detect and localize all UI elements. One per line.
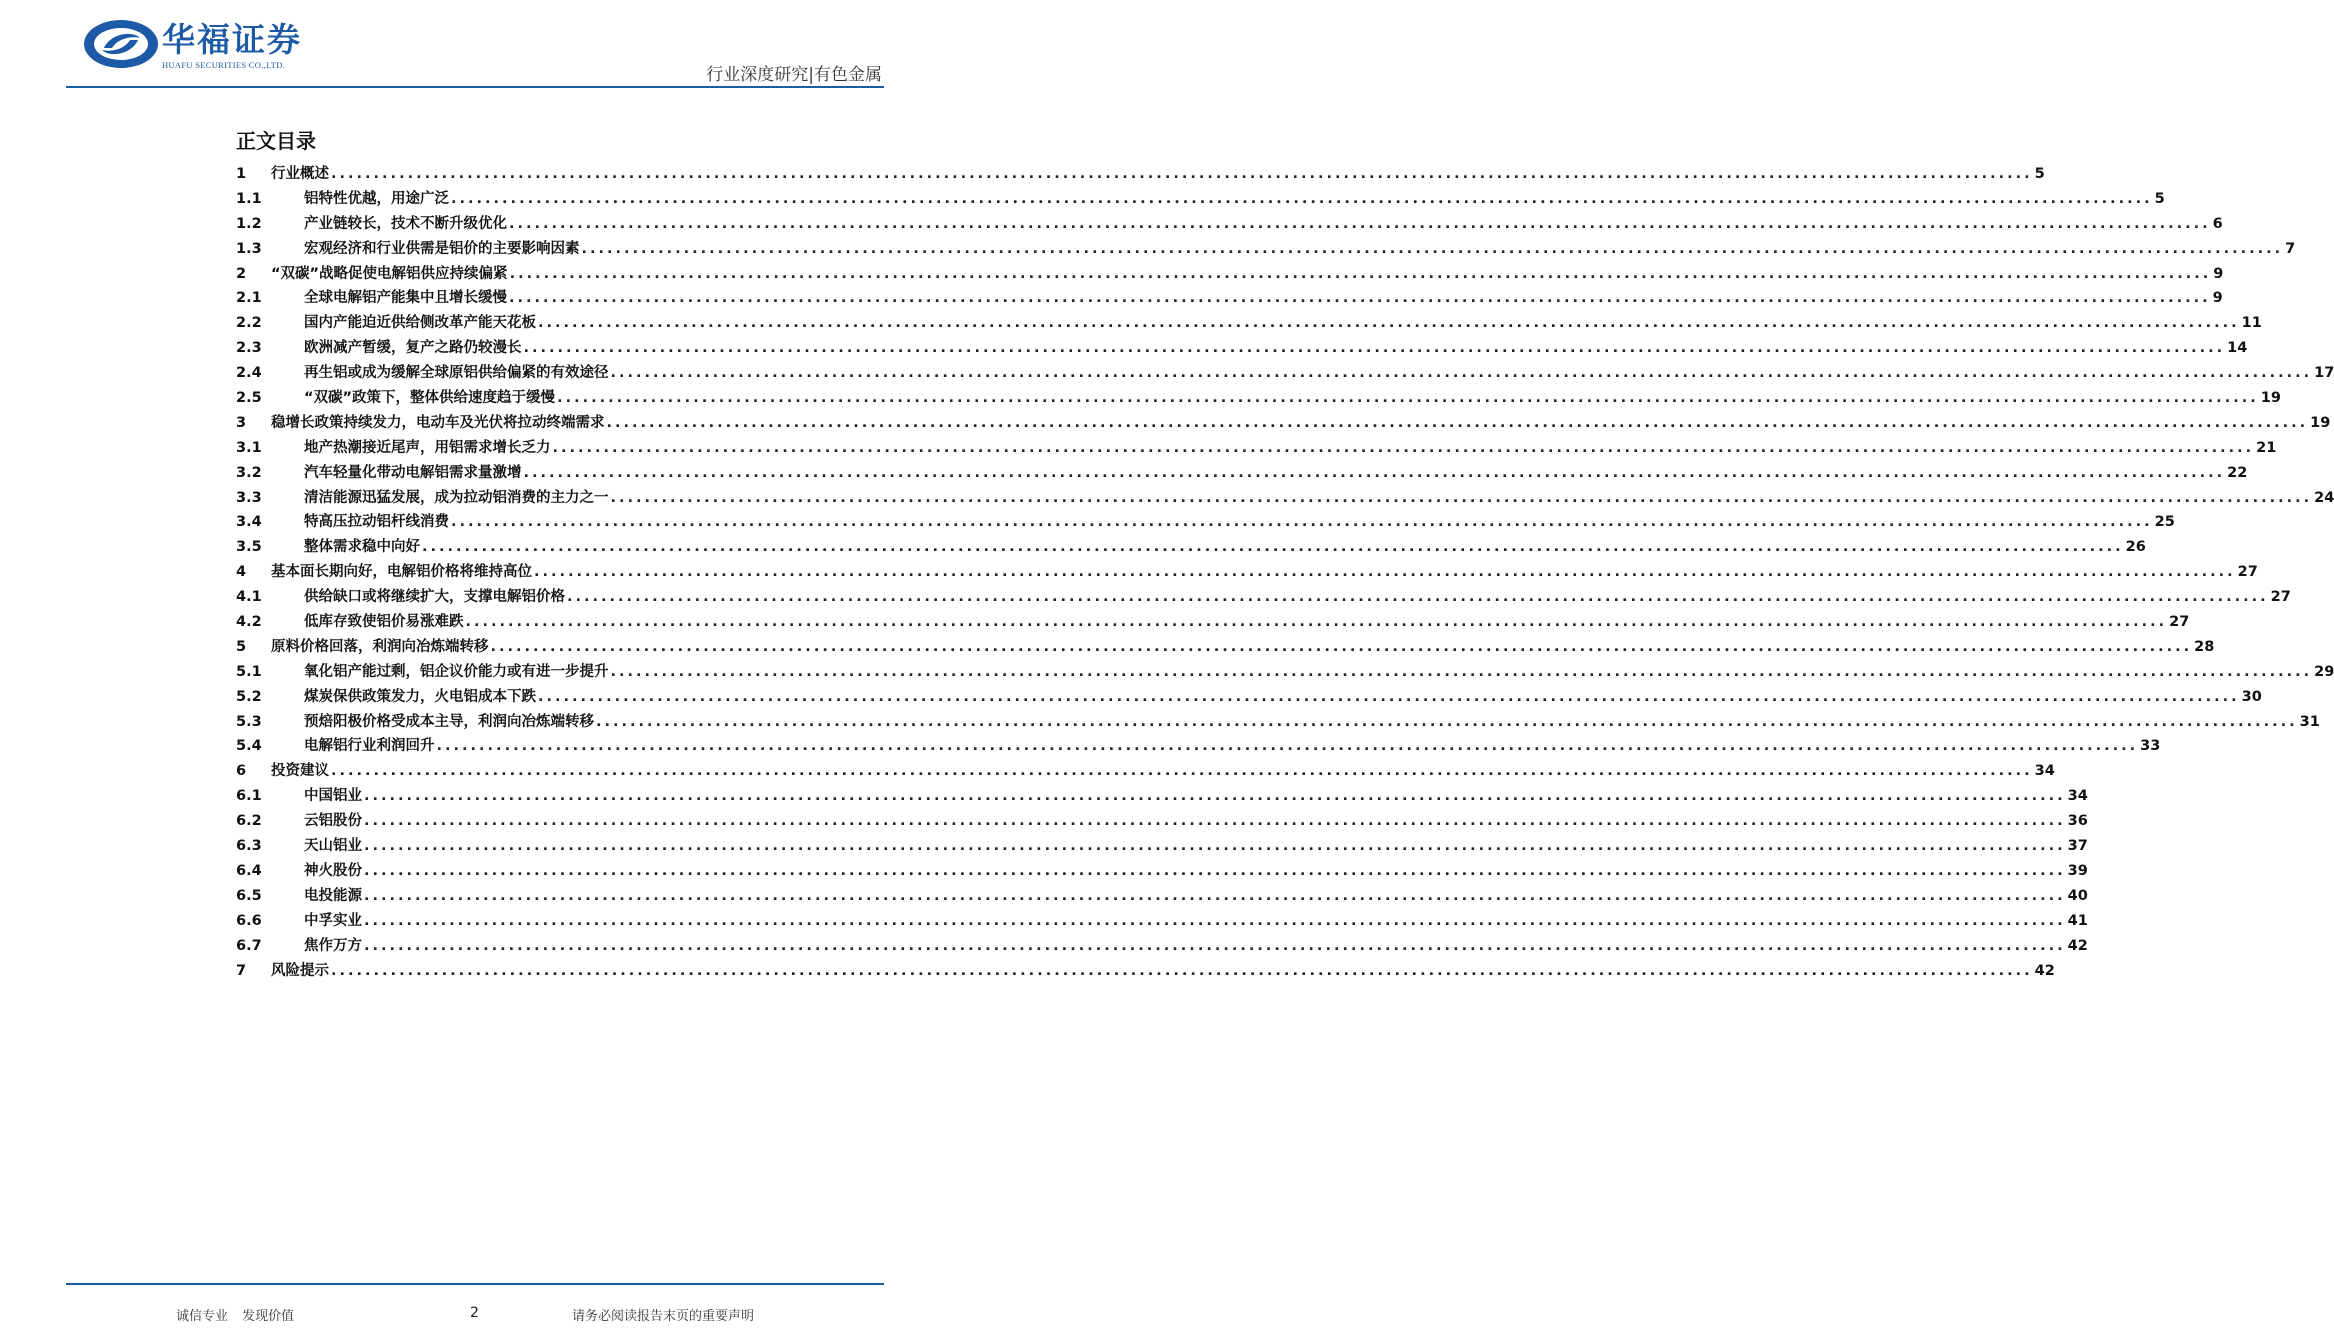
toc-entry[interactable] (236, 212, 2223, 237)
toc-entry-label: 中孚实业 (304, 912, 362, 929)
toc-entry-number: 2.1 (236, 290, 262, 307)
toc-entry[interactable] (236, 336, 2248, 361)
footer-disclaimer: 请务必阅读报告末页的重要声明 (572, 1309, 755, 1324)
toc-entry-label: 欧洲减产暂缓，复产之路仍较漫长 (304, 340, 522, 357)
toc-entry-page: 26 (2125, 539, 2146, 556)
toc-dot-leader: ........................................................................................................................................................................................................ (557, 390, 2259, 407)
toc-dot-leader: ........................................................................................................................................................................................................ (596, 713, 2298, 730)
toc-entry-number: 3.3 (236, 489, 262, 506)
toc-entry[interactable] (236, 859, 2088, 884)
toc-entry[interactable] (236, 436, 2277, 461)
toc-entry[interactable] (236, 535, 2146, 560)
toc-dot-leader: ........................................................................................................................................................................................................ (610, 489, 2313, 506)
toc-dot-leader: ........................................................................................................................................................................................................ (538, 688, 2240, 705)
toc-entry-label: 宏观经济和行业供需是铝价的主要影响因素 (304, 240, 580, 257)
toc-entry-label: 清洁能源迅猛发展，成为拉动铝消费的主力之一 (304, 489, 609, 506)
toc-entry-label: 煤炭保供政策发力，火电铝成本下跌 (304, 688, 536, 705)
toc-entry[interactable] (236, 162, 2045, 187)
toc-entry-number: 3.2 (236, 464, 262, 481)
toc-entry[interactable] (236, 710, 2320, 735)
toc-entry-page: 39 (2067, 862, 2088, 879)
toc-entry-label: 天山铝业 (304, 838, 362, 855)
toc-entry[interactable] (236, 411, 2331, 436)
toc-dot-leader: ........................................................................................................................................................................................................ (451, 190, 2153, 207)
toc-entry-label: 国内产能迫近供给侧改革产能天花板 (304, 315, 536, 332)
toc-entry[interactable] (236, 585, 2291, 610)
toc-entry-label: 风险提示 (271, 962, 329, 979)
toc-entry[interactable] (236, 809, 2088, 834)
toc-dot-leader: ........................................................................................................................................................................................................ (581, 240, 2284, 257)
toc-entry-page: 29 (2314, 663, 2334, 680)
report-type: 行业深度研究|有色金属 (706, 65, 882, 85)
toc-entry-number: 6.4 (236, 862, 262, 879)
toc-entry-page: 28 (2194, 638, 2215, 655)
toc-entry[interactable] (236, 262, 2224, 287)
toc-entry-number: 3 (236, 414, 247, 431)
huafu-logo-icon (82, 18, 160, 70)
toc-entry-page: 25 (2154, 514, 2175, 531)
toc-entry-label: 云铝股份 (304, 813, 362, 830)
toc-entry-label: 产业链较长，技术不断升级优化 (304, 215, 507, 232)
toc-entry[interactable] (236, 187, 2165, 212)
toc-entry-number: 7 (236, 962, 247, 979)
toc-entry-label: 特高压拉动铝杆线消费 (304, 514, 449, 531)
toc-entry[interactable] (236, 635, 2215, 660)
toc-entry-page: 22 (2227, 464, 2248, 481)
toc-entry-label: 稳增长政策持续发力，电动车及光伏将拉动终端需求 (271, 414, 605, 431)
toc-dot-leader: ........................................................................................................................................................................................................ (364, 887, 2066, 904)
toc-entry-page: 7 (2285, 240, 2296, 257)
logo-wordmark (162, 22, 302, 70)
toc-dot-leader: ........................................................................................................................................................................................................ (509, 215, 2211, 232)
toc-entry-page: 27 (2270, 589, 2291, 606)
toc-entry-page: 37 (2067, 838, 2088, 855)
toc-dot-leader: ........................................................................................................................................................................................................ (552, 439, 2255, 456)
toc-entry-page: 34 (2067, 788, 2088, 805)
toc-entry-label: 神火股份 (304, 862, 362, 879)
toc-dot-leader: ........................................................................................................................................................................................................ (331, 166, 2033, 182)
toc-dot-leader: ........................................................................................................................................................................................................ (451, 514, 2153, 531)
toc-entry[interactable] (236, 909, 2088, 934)
toc-entry-number: 1.3 (236, 240, 262, 257)
toc-entry-page: 19 (2260, 390, 2281, 407)
toc-entry-number: 5.3 (236, 713, 262, 730)
toc-entry-label: 预焙阳极价格受成本主导，利润向冶炼端转移 (304, 713, 594, 730)
toc-entry-number: 3.5 (236, 539, 262, 556)
toc-entry-number: 1.1 (236, 190, 262, 207)
toc-entry-label: 全球电解铝产能集中且增长缓慢 (304, 290, 507, 307)
toc-entry[interactable] (236, 311, 2262, 336)
toc-entry[interactable] (236, 759, 2055, 784)
toc-entry-number: 1.2 (236, 215, 262, 232)
toc-entry-label: 基本面长期向好，电解铝价格将维持高位 (271, 564, 532, 581)
toc-entry-page: 6 (2212, 215, 2223, 232)
toc-entry[interactable] (236, 237, 2296, 262)
toc-entry-page: 27 (2237, 564, 2258, 581)
toc-dot-leader: ........................................................................................................................................................................................................ (364, 788, 2066, 805)
toc-entry-label: 再生铝或成为缓解全球原铝供给偏紧的有效途径 (304, 365, 609, 382)
toc-entry-page: 24 (2314, 489, 2334, 506)
toc-entry-label: 供给缺口或将继续扩大，支撑电解铝价格 (304, 589, 565, 606)
toc-entry-page: 41 (2067, 912, 2088, 929)
toc-entry[interactable] (236, 610, 2190, 635)
toc-entry-label: 焦作万方 (304, 937, 362, 954)
toc-entry-number: 5.1 (236, 663, 262, 680)
toc-entry[interactable] (236, 486, 2334, 511)
toc-entry-number: 2.5 (236, 390, 262, 407)
toc-dot-leader: ........................................................................................................................................................................................................ (364, 912, 2066, 929)
toc-entry-page: 31 (2299, 713, 2320, 730)
toc-dot-leader: ........................................................................................................................................................................................................ (606, 414, 2309, 431)
toc-entry-label: 铝特性优越，用途广泛 (304, 190, 449, 207)
toc-entry-number: 5.2 (236, 688, 262, 705)
toc-entry-label: 低库存致使铝价易涨难跌 (304, 614, 464, 631)
toc-entry[interactable] (236, 784, 2088, 809)
toc-entry-label: 整体需求稳中向好 (304, 539, 420, 556)
toc-entry-label: “双碳”战略促使电解铝供应持续偏紧 (271, 265, 508, 282)
toc-dot-leader: ........................................................................................................................................................................................................ (465, 614, 2168, 631)
toc-dot-leader: ........................................................................................................................................................................................................ (538, 315, 2240, 332)
toc-dot-leader: ........................................................................................................................................................................................................ (610, 365, 2313, 382)
toc-entry-number: 6.5 (236, 887, 262, 904)
toc-dot-leader: ........................................................................................................................................................................................................ (364, 862, 2066, 879)
toc-entry-page: 5 (2034, 166, 2045, 182)
toc-entry-number: 2 (236, 265, 247, 282)
toc-entry[interactable] (236, 286, 2223, 311)
toc-dot-leader: ........................................................................................................................................................................................................ (422, 539, 2124, 556)
toc-entry-page: 33 (2140, 738, 2161, 755)
toc-entry-number: 2.4 (236, 365, 262, 382)
footer-divider (66, 1283, 884, 1285)
toc-entry-page: 17 (2314, 365, 2334, 382)
toc-entry-label: 原料价格回落，利润向冶炼端转移 (271, 638, 489, 655)
toc-entry-label: “双碳”政策下，整体供给速度趋于缓慢 (304, 390, 556, 407)
toc-entry[interactable] (236, 386, 2281, 411)
toc-dot-leader: ........................................................................................................................................................................................................ (364, 838, 2066, 855)
toc-entry-number: 5.4 (236, 738, 262, 755)
toc-entry[interactable] (236, 660, 2334, 685)
toc-entry[interactable] (236, 510, 2175, 535)
logo-chinese-name: 华福证券 (162, 20, 302, 59)
toc-dot-leader: ........................................................................................................................................................................................................ (331, 763, 2033, 780)
toc-dot-leader: ........................................................................................................................................................................................................ (509, 290, 2211, 307)
toc-entry-page: 21 (2256, 439, 2277, 456)
toc-entry[interactable] (236, 934, 2088, 959)
toc-entry-number: 5 (236, 638, 247, 655)
toc-entry-label: 电解铝行业利润回升 (304, 738, 435, 755)
toc-dot-leader: ........................................................................................................................................................................................................ (523, 464, 2226, 481)
toc-entry-number: 6.2 (236, 813, 262, 830)
toc-entry-page: 27 (2169, 614, 2190, 631)
toc-entry-page: 5 (2154, 190, 2165, 207)
toc-dot-leader: ........................................................................................................................................................................................................ (436, 738, 2139, 755)
toc-entry-page: 14 (2227, 340, 2248, 357)
toc-entry-number: 6.6 (236, 912, 262, 929)
toc-dot-leader: ........................................................................................................................................................................................................ (534, 564, 2236, 581)
toc-dot-leader: ........................................................................................................................................................................................................ (364, 813, 2066, 830)
toc-entry[interactable] (236, 959, 2055, 984)
toc-entry-number: 3.1 (236, 439, 262, 456)
toc-entry-number: 6.3 (236, 838, 262, 855)
toc-entry-number: 4 (236, 564, 247, 581)
toc-entry-page: 9 (2212, 290, 2223, 307)
toc-entry[interactable] (236, 685, 2262, 710)
toc-entry-label: 氧化铝产能过剩，铝企议价能力或有进一步提升 (304, 663, 609, 680)
header-divider (66, 86, 884, 88)
toc-entry[interactable] (236, 734, 2161, 759)
toc-entry-page: 11 (2241, 315, 2262, 332)
toc-entry-page: 42 (2067, 937, 2088, 954)
toc-entry-number: 1 (236, 166, 247, 182)
toc-dot-leader: ........................................................................................................................................................................................................ (567, 589, 2269, 606)
toc-entry-page: 42 (2034, 962, 2055, 979)
page-number: 2 (470, 1305, 479, 1321)
toc-entry-page: 9 (2213, 265, 2224, 282)
toc-entry[interactable] (236, 834, 2088, 859)
toc-entry[interactable] (236, 361, 2334, 386)
toc-entry[interactable] (236, 884, 2088, 909)
toc-entry-number: 3.4 (236, 514, 262, 531)
toc-entry-label: 行业概述 (271, 166, 329, 182)
toc-entry-page: 34 (2034, 763, 2055, 780)
toc-entry[interactable] (236, 461, 2248, 486)
toc-entry-label: 地产热潮接近尾声，用铝需求增长乏力 (304, 439, 551, 456)
toc-entry-number: 2.2 (236, 315, 262, 332)
toc-entry-number: 2.3 (236, 340, 262, 357)
toc-title: 正文目录 (236, 129, 316, 153)
toc-entry-label: 电投能源 (304, 887, 362, 904)
toc-dot-leader: ........................................................................................................................................................................................................ (509, 265, 2212, 282)
toc-entry-label: 投资建议 (271, 763, 329, 780)
toc-entry-number: 6.7 (236, 937, 262, 954)
toc-entry-number: 6.1 (236, 788, 262, 805)
toc-entry-page: 30 (2241, 688, 2262, 705)
toc-dot-leader: ........................................................................................................................................................................................................ (490, 638, 2193, 655)
toc-entry-label: 汽车轻量化带动电解铝需求量激增 (304, 464, 522, 481)
toc-entry-page: 40 (2067, 887, 2088, 904)
toc-entry-label: 中国铝业 (304, 788, 362, 805)
toc-entry[interactable] (236, 560, 2258, 585)
toc-dot-leader: ........................................................................................................................................................................................................ (610, 663, 2313, 680)
footer-slogan: 诚信专业 发现价值 (176, 1309, 295, 1324)
table-of-contents (236, 162, 2334, 983)
toc-dot-leader: ........................................................................................................................................................................................................ (331, 962, 2033, 979)
logo-english-name: HUAFU SECURITIES CO.,LTD. (162, 60, 286, 70)
toc-entry-number: 4.1 (236, 589, 262, 606)
toc-entry-page: 36 (2067, 813, 2088, 830)
toc-entry-page: 19 (2310, 414, 2331, 431)
toc-entry-number: 4.2 (236, 614, 262, 631)
toc-dot-leader: ........................................................................................................................................................................................................ (364, 937, 2066, 954)
toc-dot-leader: ........................................................................................................................................................................................................ (523, 340, 2226, 357)
toc-entry-number: 6 (236, 763, 247, 780)
